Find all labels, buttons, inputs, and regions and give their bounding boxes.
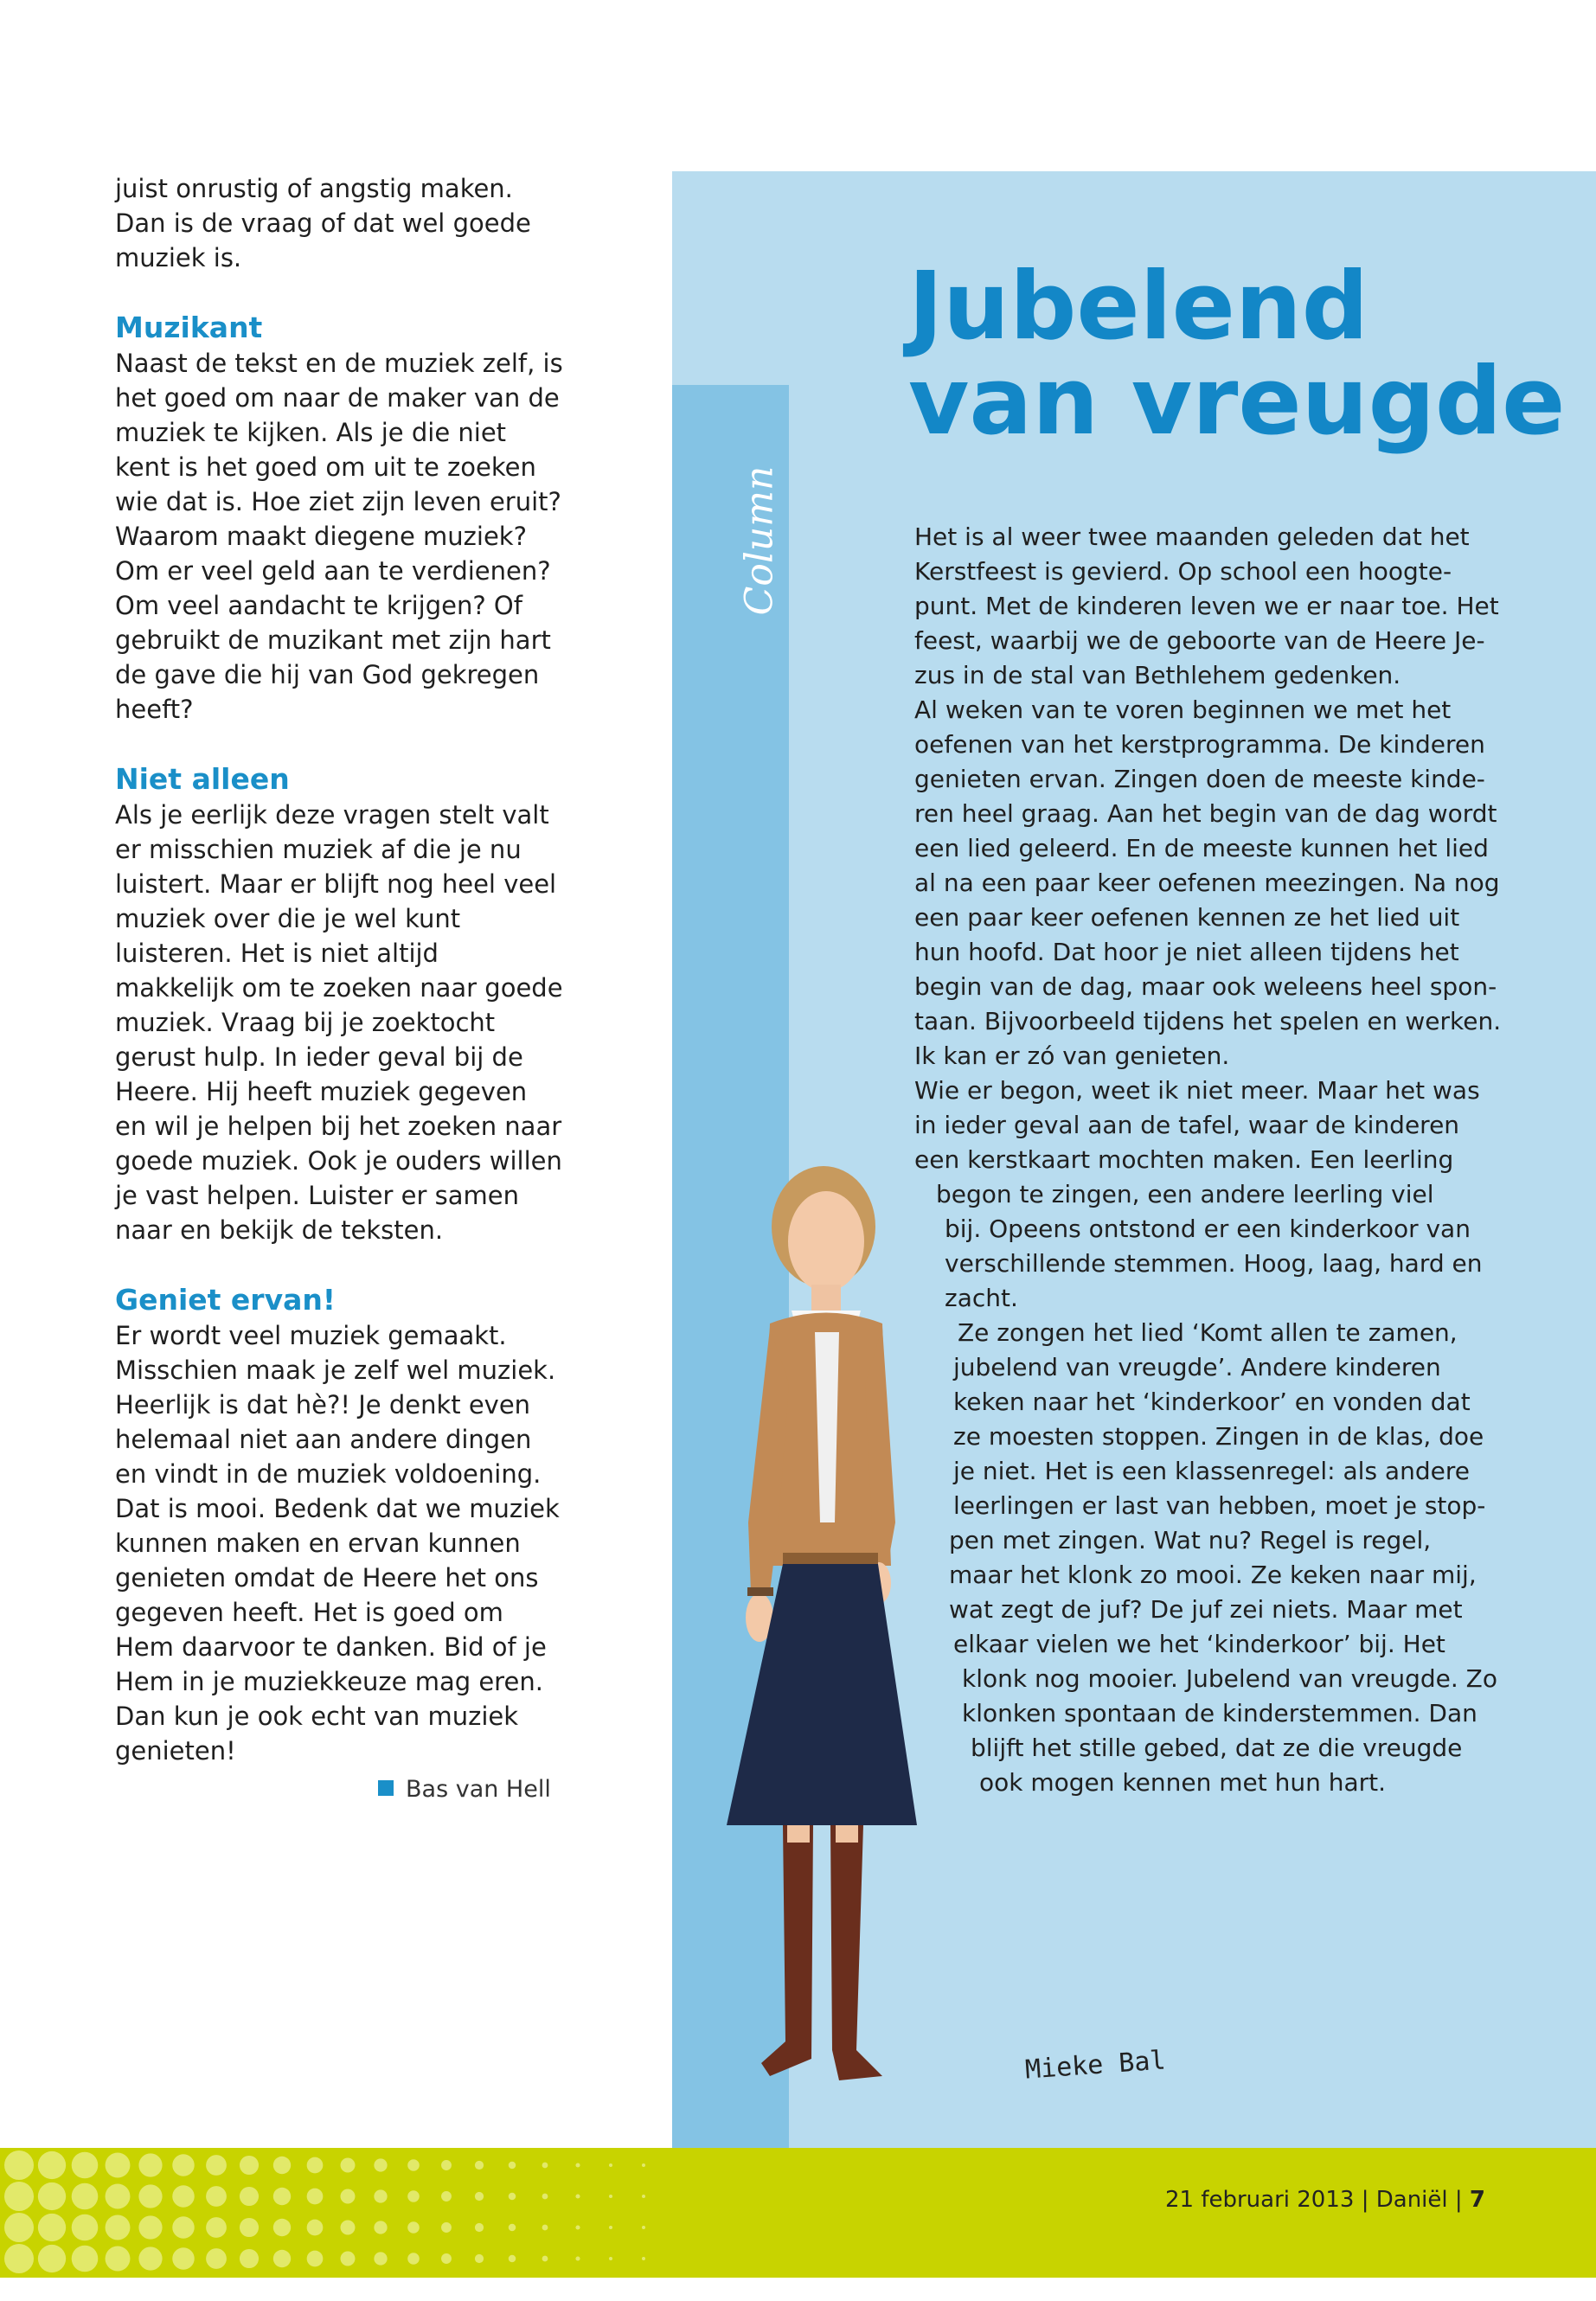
column-text-line: al na een paar keer oefenen meezingen. Na nog bbox=[914, 868, 1500, 897]
section-heading: Geniet ervan! bbox=[115, 1283, 336, 1317]
section-muzikant bbox=[115, 310, 565, 727]
column-text-line: jubelend van vreugde’. Andere kinderen bbox=[953, 1353, 1441, 1381]
decorative-dot-pattern bbox=[0, 2148, 675, 2278]
decorative-dot bbox=[475, 2161, 484, 2170]
section-geniet-ervan bbox=[115, 1282, 565, 1768]
decorative-dot bbox=[509, 2224, 516, 2232]
decorative-dot bbox=[307, 2189, 324, 2205]
teacher-photo bbox=[709, 1159, 926, 2093]
column-text-line: bij. Opeens ontstond er een kinderkoor van bbox=[945, 1215, 1471, 1243]
section-text: Er wordt veel muziek gemaakt. Misschien maak je zelf wel muziek. Heerlijk is dat hè?! Je denkt even helemaal niet aan andere dingen en vindt in de muziek voldoening. Dat is mooi. Bedenk dat we muziek kunnen maken en ervan kunnen genieten omdat de Heere het ons gegeven heeft. Het is goed om Hem daarvoor te danken. Bid of je Hem in je muziekkeuze mag eren. Dan kun je ook echt van muziek genieten! bbox=[115, 1321, 560, 1766]
handwritten-signature: Mieke Bal bbox=[1023, 2045, 1167, 2086]
decorative-dot bbox=[72, 2246, 99, 2272]
decorative-dot bbox=[106, 2153, 131, 2178]
square-bullet-icon bbox=[378, 1780, 394, 1796]
issue-date: 21 februari 2013 bbox=[1164, 2187, 1355, 2213]
column-text-line: feest, waarbij we de geboorte van de Heere Je- bbox=[914, 626, 1485, 655]
decorative-dot bbox=[240, 2156, 259, 2175]
decorative-dot bbox=[542, 2256, 548, 2262]
author-name: Bas van Hell bbox=[406, 1776, 551, 1803]
page-number: 7 bbox=[1469, 2187, 1485, 2213]
decorative-dot bbox=[4, 2182, 34, 2211]
column-text-line: zus in de stal van Bethlehem gedenken. bbox=[914, 661, 1401, 689]
column-text-line: ren heel graag. Aan het begin van de dag wordt bbox=[914, 799, 1497, 828]
decorative-dot bbox=[441, 2253, 452, 2264]
decorative-dot bbox=[307, 2220, 324, 2236]
decorative-dot bbox=[172, 2154, 195, 2176]
decorative-dot bbox=[642, 2195, 645, 2198]
column-text-line: genieten ervan. Zingen doen de meeste kinde- bbox=[914, 765, 1485, 793]
decorative-dot bbox=[341, 2221, 356, 2235]
section-text: Als je eerlijk deze vragen stelt valt er misschien muziek af die je nu luistert. Maar er blijft nog heel veel muziek over die je wel kunt luisteren. Het is niet altijd makkelijk om te zoeken naar goede muziek. Vraag bij je zoektocht gerust hulp. In ieder geval bij de Heere. Hij heeft muziek gegeven en wil je helpen bij het zoeken naar goede muziek. Ook je ouders willen je vast helpen. Luister er samen naar en bekijk de teksten. bbox=[115, 800, 563, 1245]
decorative-dot bbox=[273, 2219, 291, 2236]
decorative-dot bbox=[441, 2191, 452, 2202]
section-heading: Muzikant bbox=[115, 311, 263, 344]
decorative-dot bbox=[273, 2188, 291, 2205]
decorative-dot bbox=[206, 2248, 227, 2269]
decorative-dot bbox=[509, 2255, 516, 2263]
decorative-dot bbox=[475, 2223, 484, 2232]
section-heading: Niet alleen bbox=[115, 762, 290, 796]
column-text-line: in ieder geval aan de tafel, waar de kinderen bbox=[914, 1111, 1460, 1139]
column-text-line: Ik kan er zó van genieten. bbox=[914, 1042, 1230, 1070]
column-text-line: hun hoofd. Dat hoor je niet alleen tijdens het bbox=[914, 938, 1459, 966]
column-text-line: begon te zingen, een andere leerling viel bbox=[936, 1180, 1434, 1208]
decorative-dot bbox=[4, 2150, 34, 2180]
column-text-line: Ze zongen het lied ‘Komt allen te zamen, bbox=[958, 1318, 1458, 1347]
decorative-dot bbox=[341, 2189, 356, 2204]
decorative-dot bbox=[374, 2189, 387, 2202]
column-text-line: pen met zingen. Wat nu? Regel is regel, bbox=[949, 1526, 1432, 1554]
decorative-dot bbox=[609, 2257, 612, 2260]
decorative-dot bbox=[138, 2184, 162, 2208]
column-title bbox=[908, 253, 1566, 456]
decorative-dot bbox=[407, 2190, 420, 2202]
decorative-dot bbox=[475, 2254, 484, 2263]
column-text-line: Al weken van te voren beginnen we met het bbox=[914, 695, 1452, 724]
section-niet-alleen bbox=[115, 761, 565, 1247]
footer-separator: | bbox=[1454, 2187, 1463, 2213]
decorative-dot bbox=[138, 2215, 162, 2239]
column-text-line: oefenen van het kerstprogramma. De kinderen bbox=[914, 730, 1485, 759]
column-text-line: blijft het stille gebed, dat ze die vreugde bbox=[971, 1734, 1463, 1762]
decorative-dot bbox=[38, 2245, 66, 2272]
decorative-dot bbox=[441, 2222, 452, 2233]
column-text-line: ook mogen kennen met hun hart. bbox=[979, 1768, 1387, 1797]
decorative-dot bbox=[642, 2163, 645, 2167]
decorative-dot bbox=[206, 2186, 227, 2207]
decorative-dot bbox=[609, 2195, 612, 2198]
decorative-dot bbox=[609, 2226, 612, 2229]
decorative-dot bbox=[341, 2252, 356, 2266]
decorative-dot bbox=[475, 2192, 484, 2201]
page-footer-band bbox=[0, 2148, 1596, 2278]
decorative-dot bbox=[575, 2256, 580, 2260]
column-text-line: zacht. bbox=[945, 1284, 1018, 1312]
column-title-line-2: van vreugde bbox=[908, 348, 1566, 456]
decorative-dot bbox=[106, 2215, 131, 2240]
column-text-line: keken naar het ‘kinderkoor’ en vonden dat bbox=[953, 1388, 1471, 1416]
column-text-line: een paar keer oefenen kennen ze het lied uit bbox=[914, 903, 1460, 932]
decorative-dot bbox=[172, 2216, 195, 2239]
decorative-dot bbox=[138, 2247, 162, 2270]
column-text-line: elkaar vielen we het ‘kinderkoor’ bij. Het bbox=[953, 1630, 1445, 1658]
column-text-line: klonk nog mooier. Jubelend van vreugde. Zo bbox=[962, 1664, 1497, 1693]
decorative-dot bbox=[575, 2163, 580, 2167]
column-title-line-1: Jubelend bbox=[908, 253, 1369, 361]
decorative-dot bbox=[106, 2247, 131, 2272]
decorative-dot bbox=[172, 2247, 195, 2270]
decorative-dot bbox=[38, 2182, 66, 2210]
decorative-dot bbox=[407, 2253, 420, 2265]
decorative-dot bbox=[72, 2183, 99, 2210]
column-label: Column bbox=[737, 465, 782, 616]
decorative-dot bbox=[307, 2251, 324, 2267]
decorative-dot bbox=[240, 2218, 259, 2237]
decorative-dot bbox=[642, 2226, 645, 2229]
page-footer-info bbox=[1165, 2187, 1485, 2213]
publication-name: Daniël bbox=[1375, 2187, 1448, 2213]
column-text-line: ze moesten stoppen. Zingen in de klas, doe bbox=[953, 1422, 1484, 1451]
column-text-line: Kerstfeest is gevierd. Op school een hoogte- bbox=[914, 557, 1452, 586]
column-text-line: maar het klonk zo mooi. Ze keken naar mij, bbox=[949, 1561, 1477, 1589]
decorative-dot bbox=[38, 2151, 66, 2179]
decorative-dot bbox=[38, 2214, 66, 2241]
column-text-line: een lied geleerd. En de meeste kunnen het lied bbox=[914, 834, 1489, 862]
decorative-dot bbox=[4, 2244, 34, 2273]
column-text-line: verschillende stemmen. Hoog, laag, hard en bbox=[945, 1249, 1483, 1278]
decorative-dot bbox=[341, 2158, 356, 2173]
decorative-dot bbox=[240, 2249, 259, 2268]
column-text-line: klonken spontaan de kinderstemmen. Dan bbox=[962, 1699, 1477, 1727]
decorative-dot bbox=[240, 2187, 259, 2206]
footer-separator: | bbox=[1361, 2187, 1369, 2213]
decorative-dot bbox=[273, 2250, 291, 2267]
decorative-dot bbox=[72, 2152, 99, 2179]
column-text-line: je niet. Het is een klassenregel: als andere bbox=[953, 1457, 1470, 1485]
decorative-dot bbox=[407, 2159, 420, 2171]
left-article-author bbox=[378, 1776, 551, 1803]
column-text-line: wat zegt de juf? De juf zei niets. Maar met bbox=[949, 1595, 1463, 1624]
left-article-column bbox=[115, 171, 565, 1803]
intro-paragraph: juist onrustig of angstig maken. Dan is de vraag of dat wel goede muziek is. bbox=[115, 174, 531, 272]
column-text-line: taan. Bijvoorbeeld tijdens het spelen en werken. bbox=[914, 1007, 1502, 1035]
decorative-dot bbox=[206, 2217, 227, 2238]
decorative-dot bbox=[106, 2184, 131, 2209]
section-text: Naast de tekst en de muziek zelf, is het goed om naar de maker van de muziek te kijken. Als je die niet kent is het goed om uit te zoeken wie dat is. Hoe ziet zijn leven eruit? Waarom maakt diegene muziek? Om er veel geld aan te verdienen? Om veel aandacht te krijgen? Of gebruikt de muzikant met zijn hart de gave die hij van God gekregen heeft? bbox=[115, 349, 563, 724]
decorative-dot bbox=[307, 2157, 324, 2174]
column-text-line: Wie er begon, weet ik niet meer. Maar het was bbox=[914, 1076, 1480, 1105]
decorative-dot bbox=[642, 2257, 645, 2260]
decorative-dot bbox=[374, 2158, 387, 2171]
decorative-dot bbox=[509, 2162, 516, 2170]
column-text-line: punt. Met de kinderen leven we er naar toe. Het bbox=[914, 592, 1499, 620]
column-text-line: begin van de dag, maar ook weleens heel spon- bbox=[914, 972, 1497, 1001]
decorative-dot bbox=[542, 2225, 548, 2231]
decorative-dot bbox=[4, 2213, 34, 2242]
decorative-dot bbox=[374, 2221, 387, 2234]
decorative-dot bbox=[374, 2252, 387, 2265]
decorative-dot bbox=[172, 2185, 195, 2208]
decorative-dot bbox=[407, 2221, 420, 2234]
decorative-dot bbox=[441, 2160, 452, 2170]
decorative-dot bbox=[138, 2153, 162, 2176]
decorative-dot bbox=[575, 2225, 580, 2229]
column-text-line: leerlingen er last van hebben, moet je stop- bbox=[953, 1491, 1486, 1520]
decorative-dot bbox=[609, 2163, 612, 2167]
decorative-dot bbox=[575, 2194, 580, 2198]
column-text-line: Het is al weer twee maanden geleden dat het bbox=[914, 522, 1470, 551]
decorative-dot bbox=[542, 2163, 548, 2169]
decorative-dot bbox=[206, 2155, 227, 2176]
decorative-dot bbox=[72, 2214, 99, 2241]
column-text-line: een kerstkaart mochten maken. Een leerling bbox=[914, 1145, 1454, 1174]
decorative-dot bbox=[509, 2193, 516, 2201]
decorative-dot bbox=[273, 2157, 291, 2174]
decorative-dot bbox=[542, 2194, 548, 2200]
column-body-text bbox=[914, 520, 1537, 1800]
